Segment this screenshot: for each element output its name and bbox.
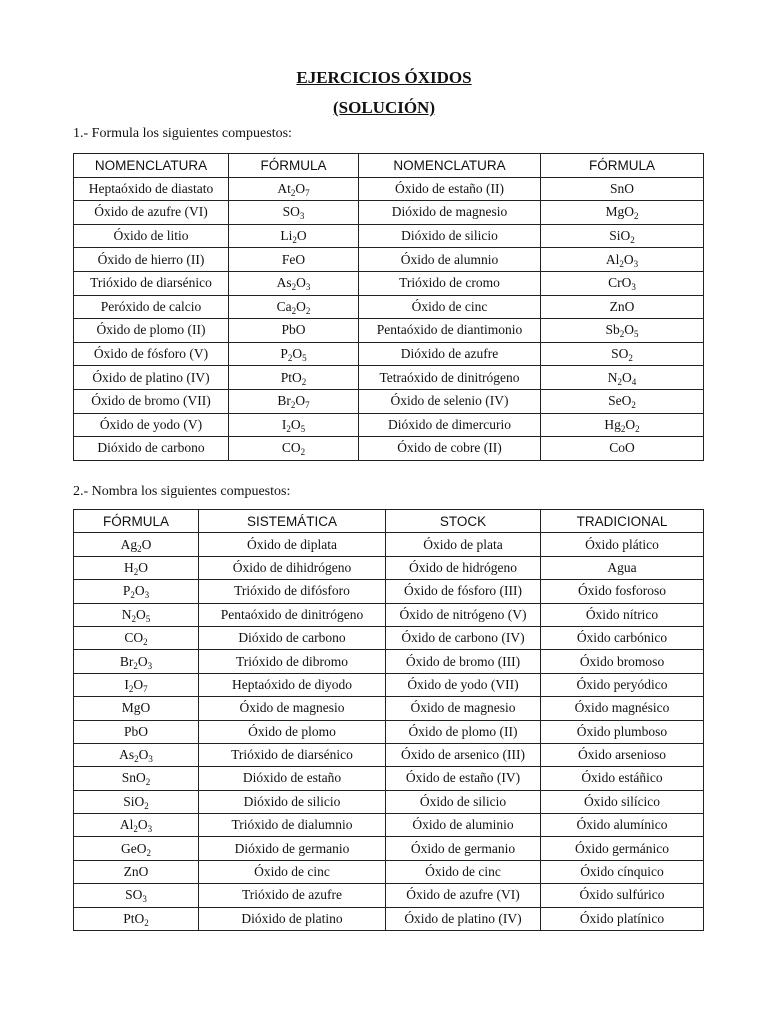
table-cell: PtO$_2$ — [229, 366, 359, 390]
table-row — [74, 743, 704, 766]
table-row — [74, 389, 704, 413]
table-row — [74, 224, 704, 248]
table-cell: $Li_2O$ — [229, 224, 359, 248]
table-cell: ZnO — [74, 860, 199, 883]
table-cell: Óxido carbónico — [541, 626, 704, 649]
table-cell: SnO$_2$ — [74, 767, 199, 790]
table-cell: Óxido estáñico — [541, 767, 704, 790]
column-header: FÓRMULA — [74, 510, 199, 533]
table-cell: Óxido de silicio — [386, 790, 541, 813]
table-cell: Tetraóxido de dinitrógeno — [359, 366, 541, 390]
table-cell: PbO — [229, 319, 359, 343]
table-cell: Óxido de azufre (VI) — [74, 201, 229, 225]
table-cell: Dióxido de carbono — [199, 626, 386, 649]
table-row — [74, 790, 704, 813]
table-cell: $P_2O_5$ — [229, 342, 359, 366]
column-header: NOMENCLATURA — [359, 154, 541, 178]
table-row — [74, 814, 704, 837]
table-cell: Óxido sulfúrico — [541, 884, 704, 907]
table-cell: Trióxido de diarsénico — [199, 743, 386, 766]
table-row — [74, 907, 704, 930]
table-cell: Óxido de plata — [386, 533, 541, 556]
table-cell: $Hg_2O_2$ — [541, 413, 704, 437]
table-cell: $Al_2O_3$ — [74, 814, 199, 837]
exercise1-table — [73, 153, 704, 461]
table-cell: Óxido de cinc — [386, 860, 541, 883]
table-cell: Óxido de yodo (V) — [74, 413, 229, 437]
table-cell: Óxido de bromo (VII) — [74, 389, 229, 413]
table-row — [74, 837, 704, 860]
column-header: FÓRMULA — [541, 154, 704, 178]
table-cell: $SO_2$ — [541, 342, 704, 366]
table-cell: Dióxido de platino — [199, 907, 386, 930]
exercise2-table — [73, 509, 704, 931]
table-row — [74, 767, 704, 790]
table-cell: Óxido de yodo (VII) — [386, 673, 541, 696]
table-cell: $As_2O_3$ — [74, 743, 199, 766]
table-row — [74, 580, 704, 603]
table-cell: Trióxido de diarsénico — [74, 271, 229, 295]
table-cell: $CO_2$ — [74, 626, 199, 649]
table-cell: Óxido de estaño (II) — [359, 177, 541, 201]
column-header: STOCK — [386, 510, 541, 533]
table-cell: Óxido de estaño (IV) — [386, 767, 541, 790]
table-cell: $Ag_2O$ — [74, 533, 199, 556]
table-cell: Dióxido de silicio — [359, 224, 541, 248]
table-cell: Óxido de fósforo (V) — [74, 342, 229, 366]
table-cell: Óxido de hidrógeno — [386, 556, 541, 579]
table-cell: PtO$_2$ — [74, 907, 199, 930]
table-cell: Dióxido de carbono — [74, 437, 229, 461]
table-cell: Óxido platínico — [541, 907, 704, 930]
column-header: FÓRMULA — [229, 154, 359, 178]
table-cell: $SO_3$ — [229, 201, 359, 225]
table-cell: Óxido de aluminio — [386, 814, 541, 837]
table-header-row — [74, 154, 704, 178]
table-cell: $N_2O_4$ — [541, 366, 704, 390]
table-cell: $SO_3$ — [74, 884, 199, 907]
table-row — [74, 626, 704, 649]
table-cell: Óxido de arsenico (III) — [386, 743, 541, 766]
table-cell: $Al_2O_3$ — [541, 248, 704, 272]
table-cell: Dióxido de dimercurio — [359, 413, 541, 437]
table-row — [74, 248, 704, 272]
table-row — [74, 319, 704, 343]
table-cell: $Sb_2O_5$ — [541, 319, 704, 343]
table-cell: Peróxido de calcio — [74, 295, 229, 319]
table-row — [74, 342, 704, 366]
table-cell: Óxido fosforoso — [541, 580, 704, 603]
table-cell: Óxido de platino (IV) — [74, 366, 229, 390]
table-cell: GeO$_2$ — [74, 837, 199, 860]
table-cell: ZnO — [541, 295, 704, 319]
table-cell: SiO$_2$ — [541, 224, 704, 248]
table-cell: PbO — [74, 720, 199, 743]
table-cell: Pentaóxido de dinitrógeno — [199, 603, 386, 626]
table-cell: Óxido plumboso — [541, 720, 704, 743]
table-cell: Óxido nítrico — [541, 603, 704, 626]
table-cell: SeO$_2$ — [541, 389, 704, 413]
table-cell: Trióxido de dialumnio — [199, 814, 386, 837]
column-header: NOMENCLATURA — [74, 154, 229, 178]
table-cell: Óxido de fósforo (III) — [386, 580, 541, 603]
exercise2-table-body — [74, 533, 704, 931]
table-cell: Trióxido de difósforo — [199, 580, 386, 603]
table-cell: Dióxido de silicio — [199, 790, 386, 813]
table-cell: Agua — [541, 556, 704, 579]
table-cell: Óxido de selenio (IV) — [359, 389, 541, 413]
table-cell: Trióxido de cromo — [359, 271, 541, 295]
table-row — [74, 177, 704, 201]
table-row — [74, 437, 704, 461]
page-title: EJERCICIOS ÓXIDOS — [296, 68, 472, 87]
table-row — [74, 413, 704, 437]
table-cell: SnO — [541, 177, 704, 201]
table-cell: $P_2O_3$ — [74, 580, 199, 603]
exercise1-table-body — [74, 177, 704, 460]
table-cell: $I_2O_7$ — [74, 673, 199, 696]
table-cell: CrO$_3$ — [541, 271, 704, 295]
table-row — [74, 673, 704, 696]
table-cell: Óxido de carbono (IV) — [386, 626, 541, 649]
table-cell: MgO$_2$ — [541, 201, 704, 225]
table-cell: Óxido de dihidrógeno — [199, 556, 386, 579]
table-cell: $As_2O_3$ — [229, 271, 359, 295]
table-cell: Óxido de alumnio — [359, 248, 541, 272]
table-cell: Óxido de diplata — [199, 533, 386, 556]
table-cell: $Ca_2O_2$ — [229, 295, 359, 319]
table-cell: FeO — [229, 248, 359, 272]
table-row — [74, 860, 704, 883]
page-subtitle: (SOLUCIÓN) — [332, 98, 435, 117]
table-cell: Dióxido de azufre — [359, 342, 541, 366]
table-cell: Trióxido de azufre — [199, 884, 386, 907]
table-cell: Pentaóxido de diantimonio — [359, 319, 541, 343]
table-cell: $Br_2O_3$ — [74, 650, 199, 673]
table-cell: Óxido magnésico — [541, 697, 704, 720]
exercise1-prompt: 1.- Formula los siguientes compuestos: — [73, 126, 292, 141]
table-cell: Óxido plático — [541, 533, 704, 556]
table-cell: Óxido germánico — [541, 837, 704, 860]
table-cell: Óxido arsenioso — [541, 743, 704, 766]
table-cell: $H_2O$ — [74, 556, 199, 579]
table-row — [74, 201, 704, 225]
table-cell: Óxido bromoso — [541, 650, 704, 673]
table-cell: Óxido de azufre (VI) — [386, 884, 541, 907]
table-cell: Óxido de magnesio — [199, 697, 386, 720]
table-cell: Óxido de hierro (II) — [74, 248, 229, 272]
column-header: TRADICIONAL — [541, 510, 704, 533]
table-cell: $N_2O_5$ — [74, 603, 199, 626]
table-row — [74, 533, 704, 556]
column-header: SISTEMÁTICA — [199, 510, 386, 533]
table-cell: Óxido de plomo (II) — [386, 720, 541, 743]
table-header-row — [74, 510, 704, 533]
table-cell: Óxido de plomo — [199, 720, 386, 743]
table-row — [74, 720, 704, 743]
table-cell: Trióxido de dibromo — [199, 650, 386, 673]
table-cell: $CO_2$ — [229, 437, 359, 461]
table-cell: Dióxido de estaño — [199, 767, 386, 790]
table-cell: MgO — [74, 697, 199, 720]
table-row — [74, 884, 704, 907]
table-cell: Óxido de magnesio — [386, 697, 541, 720]
table-cell: Óxido de litio — [74, 224, 229, 248]
table-cell: $I_2O_5$ — [229, 413, 359, 437]
table-cell: Dióxido de germanio — [199, 837, 386, 860]
table-cell: CoO — [541, 437, 704, 461]
table-row — [74, 271, 704, 295]
table-cell: Heptaóxido de diyodo — [199, 673, 386, 696]
table-cell: Óxido peryódico — [541, 673, 704, 696]
table-cell: Dióxido de magnesio — [359, 201, 541, 225]
table-cell: Óxido de bromo (III) — [386, 650, 541, 673]
table-row — [74, 556, 704, 579]
table-cell: Óxido de nitrógeno (V) — [386, 603, 541, 626]
table-cell: Óxido de cobre (II) — [359, 437, 541, 461]
table-cell: Óxido cínquico — [541, 860, 704, 883]
exercise2-prompt: 2.- Nombra los siguientes compuestos: — [73, 484, 291, 499]
table-row — [74, 366, 704, 390]
table-cell: SiO$_2$ — [74, 790, 199, 813]
table-cell: Óxido de platino (IV) — [386, 907, 541, 930]
table-cell: Óxido de germanio — [386, 837, 541, 860]
table-row — [74, 603, 704, 626]
table-cell: Heptaóxido de diastato — [74, 177, 229, 201]
table-cell: Óxido silícico — [541, 790, 704, 813]
table-cell: $Br_2O_7$ — [229, 389, 359, 413]
table-row — [74, 650, 704, 673]
table-cell: Óxido de cinc — [359, 295, 541, 319]
table-cell: Óxido alumínico — [541, 814, 704, 837]
table-row — [74, 295, 704, 319]
table-cell: $At_2O_7$ — [229, 177, 359, 201]
table-row — [74, 697, 704, 720]
table-cell: Óxido de plomo (II) — [74, 319, 229, 343]
table-cell: Óxido de cinc — [199, 860, 386, 883]
